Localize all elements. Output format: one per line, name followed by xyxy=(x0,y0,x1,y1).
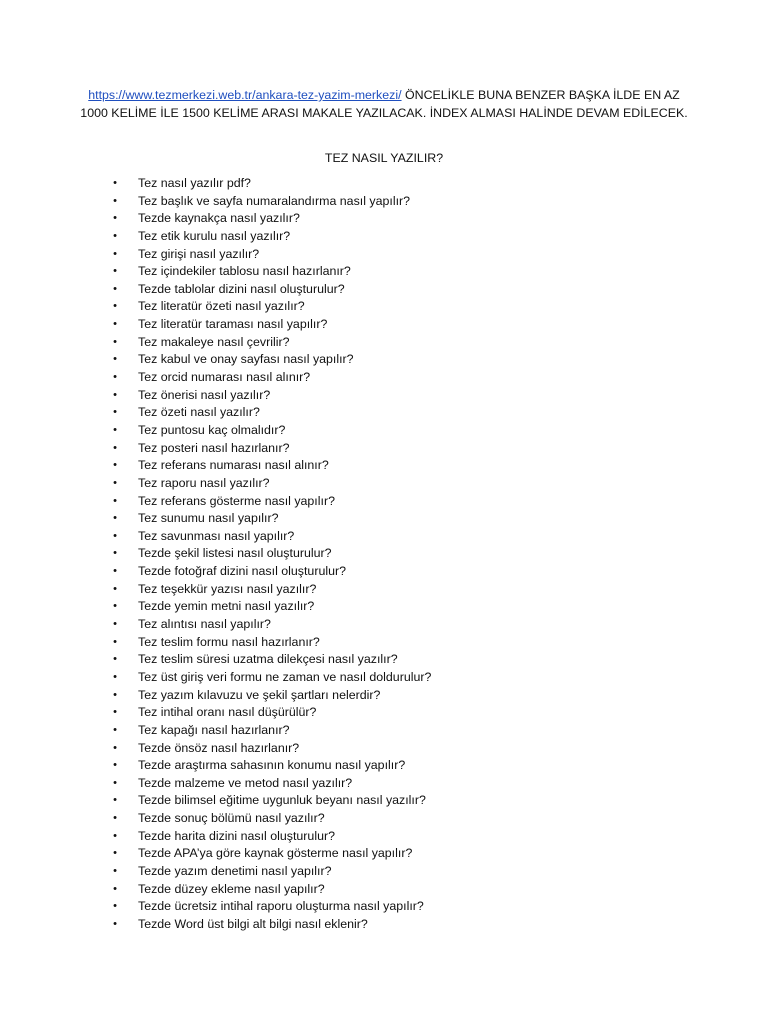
question-text: Tez özeti nasıl yazılır? xyxy=(138,405,260,420)
list-item xyxy=(110,757,431,775)
question-text: Tez alıntısı nasıl yapılır? xyxy=(138,617,271,632)
question-text: Tez kabul ve onay sayfası nasıl yapılır? xyxy=(138,352,354,367)
bullet-icon: • xyxy=(113,864,117,877)
source-link[interactable]: https://www.tezmerkezi.web.tr/ankara-tez-yazim-merkezi/ xyxy=(88,88,402,102)
question-text: Tezde kaynakça nasıl yazılır? xyxy=(138,211,300,226)
question-text: Tezde araştırma sahasının konumu nasıl yapılır? xyxy=(138,758,406,773)
question-text: Tez nasıl yazılır pdf? xyxy=(138,176,251,190)
bullet-icon: • xyxy=(113,406,117,419)
question-text: Tezde malzeme ve metod nasıl yazılır? xyxy=(138,775,353,790)
list-item xyxy=(110,457,431,475)
question-text: Tez girişi nasıl yazılır? xyxy=(138,246,260,261)
list-item xyxy=(110,246,431,264)
bullet-icon: • xyxy=(113,900,117,913)
list-item xyxy=(110,845,431,863)
list-item xyxy=(110,369,431,387)
question-text: Tez teslim süresi uzatma dilekçesi nasıl yazılır? xyxy=(138,652,398,667)
bullet-icon: • xyxy=(113,582,117,595)
list-item xyxy=(110,316,431,334)
list-item xyxy=(110,775,431,793)
question-text: Tez referans gösterme nasıl yapılır? xyxy=(138,493,335,508)
bullet-icon: • xyxy=(113,847,117,860)
question-text: Tez yazım kılavuzu ve şekil şartları nelerdir? xyxy=(138,687,381,702)
list-item xyxy=(110,298,431,316)
bullet-icon: • xyxy=(113,212,117,225)
list-item xyxy=(110,528,431,546)
question-text: Tez savunması nasıl yapılır? xyxy=(138,528,295,543)
question-text: Tezde harita dizini nasıl oluşturulur? xyxy=(138,828,335,843)
bullet-icon: • xyxy=(113,688,117,701)
bullet-icon: • xyxy=(113,229,117,242)
list-item xyxy=(110,422,431,440)
question-text: Tez içindekiler tablosu nasıl hazırlanır? xyxy=(138,264,351,279)
list-item xyxy=(110,475,431,493)
bullet-icon: • xyxy=(113,882,117,895)
question-text: Tezde ücretsiz intihal raporu oluşturma nasıl yapılır? xyxy=(138,899,424,914)
question-text: Tezde önsöz nasıl hazırlanır? xyxy=(138,740,300,755)
question-text: Tez orcid numarası nasıl alınır? xyxy=(138,370,311,385)
bullet-icon: • xyxy=(113,812,117,825)
list-item xyxy=(110,210,431,228)
list-item xyxy=(110,740,431,758)
list-item xyxy=(110,828,431,846)
list-item xyxy=(110,687,431,705)
question-text: Tez üst giriş veri formu ne zaman ve nasıl doldurulur? xyxy=(138,669,432,684)
bullet-icon: • xyxy=(113,282,117,295)
bullet-icon: • xyxy=(113,459,117,472)
question-text: Tez başlık ve sayfa numaralandırma nasıl yapılır? xyxy=(138,193,411,208)
bullet-icon: • xyxy=(113,547,117,560)
list-item xyxy=(110,722,431,740)
list-item xyxy=(110,704,431,722)
list-item xyxy=(110,193,431,211)
question-text: Tezde fotoğraf dizini nasıl oluşturulur? xyxy=(138,564,347,579)
list-item xyxy=(110,545,431,563)
question-text: Tez raporu nasıl yazılır? xyxy=(138,475,270,490)
question-text: Tez referans numarası nasıl alınır? xyxy=(138,458,329,473)
bullet-icon: • xyxy=(113,476,117,489)
list-item xyxy=(110,404,431,422)
bullet-icon: • xyxy=(113,177,117,189)
bullet-icon: • xyxy=(113,194,117,207)
bullet-icon: • xyxy=(113,670,117,683)
bullet-icon: • xyxy=(113,265,117,278)
question-text: Tez literatür taraması nasıl yapılır? xyxy=(138,317,328,332)
question-text: Tez teslim formu nasıl hazırlanır? xyxy=(138,634,320,649)
question-text: Tez puntosu kaç olmalıdır? xyxy=(138,422,286,437)
bullet-icon: • xyxy=(113,300,117,313)
list-item xyxy=(110,616,431,634)
question-text: Tez teşekkür yazısı nasıl yazılır? xyxy=(138,581,317,596)
list-item xyxy=(110,881,431,899)
bullet-icon: • xyxy=(113,635,117,648)
list-item xyxy=(110,581,431,599)
list-item xyxy=(110,669,431,687)
bullet-icon: • xyxy=(113,829,117,842)
list-item xyxy=(110,563,431,581)
bullet-icon: • xyxy=(113,494,117,507)
bullet-icon: • xyxy=(113,353,117,366)
list-item xyxy=(110,281,431,299)
question-text: Tezde şekil listesi nasıl oluşturulur? xyxy=(138,546,332,561)
list-item xyxy=(110,351,431,369)
question-text: Tez etik kurulu nasıl yazılır? xyxy=(138,228,291,243)
list-item xyxy=(110,493,431,511)
bullet-icon: • xyxy=(113,794,117,807)
question-text: Tezde sonuç bölümü nasıl yazılır? xyxy=(138,811,325,826)
bullet-icon: • xyxy=(113,741,117,754)
section-heading: TEZ NASIL YAZILIR? xyxy=(324,151,444,165)
bullet-icon: • xyxy=(113,371,117,384)
list-item xyxy=(110,651,431,669)
list-item xyxy=(110,440,431,458)
question-text: Tezde tablolar dizini nasıl oluşturulur? xyxy=(138,281,345,296)
list-item xyxy=(110,228,431,246)
question-text: Tezde yazım denetimi nasıl yapılır? xyxy=(138,863,332,878)
question-text: Tez sunumu nasıl yapılır? xyxy=(138,511,279,526)
bullet-icon: • xyxy=(113,512,117,525)
bullet-icon: • xyxy=(113,388,117,401)
list-item xyxy=(110,810,431,828)
list-item xyxy=(110,387,431,405)
bullet-icon: • xyxy=(113,653,117,666)
intro-paragraph xyxy=(80,86,688,122)
bullet-icon: • xyxy=(113,600,117,613)
list-item xyxy=(110,634,431,652)
bullet-icon: • xyxy=(113,441,117,454)
bullet-icon: • xyxy=(113,335,117,348)
question-text: Tezde APA’ya göre kaynak gösterme nasıl yapılır? xyxy=(138,846,413,861)
question-list xyxy=(110,175,431,934)
bullet-icon: • xyxy=(113,565,117,578)
list-item xyxy=(110,916,431,934)
question-text: Tez literatür özeti nasıl yazılır? xyxy=(138,299,305,314)
question-text: Tez önerisi nasıl yazılır? xyxy=(138,387,271,402)
bullet-icon: • xyxy=(113,529,117,542)
question-text: Tezde bilimsel eğitime uygunluk beyanı nasıl yazılır? xyxy=(138,793,426,808)
bullet-icon: • xyxy=(113,917,117,930)
bullet-icon: • xyxy=(113,759,117,772)
list-item xyxy=(110,898,431,916)
bullet-icon: • xyxy=(113,318,117,331)
question-text: Tez kapağı nasıl hazırlanır? xyxy=(138,722,290,737)
intro-text: ÖNCELİKLE BUNA BENZER BAŞKA İLDE EN AZ 1000 KELİME İLE 1500 KELİME ARASI MAKALE YAZILACAK. İNDEX ALMASI HALİNDE DEVAM EDİLECEK. xyxy=(80,88,688,120)
bullet-icon: • xyxy=(113,423,117,436)
bullet-icon: • xyxy=(113,618,117,631)
question-text: Tez posteri nasıl hazırlanır? xyxy=(138,440,290,455)
question-text: Tez makaleye nasıl çevrilir? xyxy=(138,334,290,349)
list-item xyxy=(110,510,431,528)
question-text: Tezde düzey ekleme nasıl yapılır? xyxy=(138,881,325,896)
question-text: Tezde Word üst bilgi alt bilgi nasıl eklenir? xyxy=(138,916,368,931)
list-item xyxy=(110,175,431,193)
bullet-icon: • xyxy=(113,723,117,736)
list-item xyxy=(110,263,431,281)
bullet-icon: • xyxy=(113,706,117,719)
list-item xyxy=(110,598,431,616)
list-item xyxy=(110,792,431,810)
bullet-icon: • xyxy=(113,247,117,260)
list-item xyxy=(110,334,431,352)
list-item xyxy=(110,863,431,881)
question-text: Tezde yemin metni nasıl yazılır? xyxy=(138,599,315,614)
bullet-icon: • xyxy=(113,776,117,789)
question-text: Tez intihal oranı nasıl düşürülür? xyxy=(138,705,317,720)
